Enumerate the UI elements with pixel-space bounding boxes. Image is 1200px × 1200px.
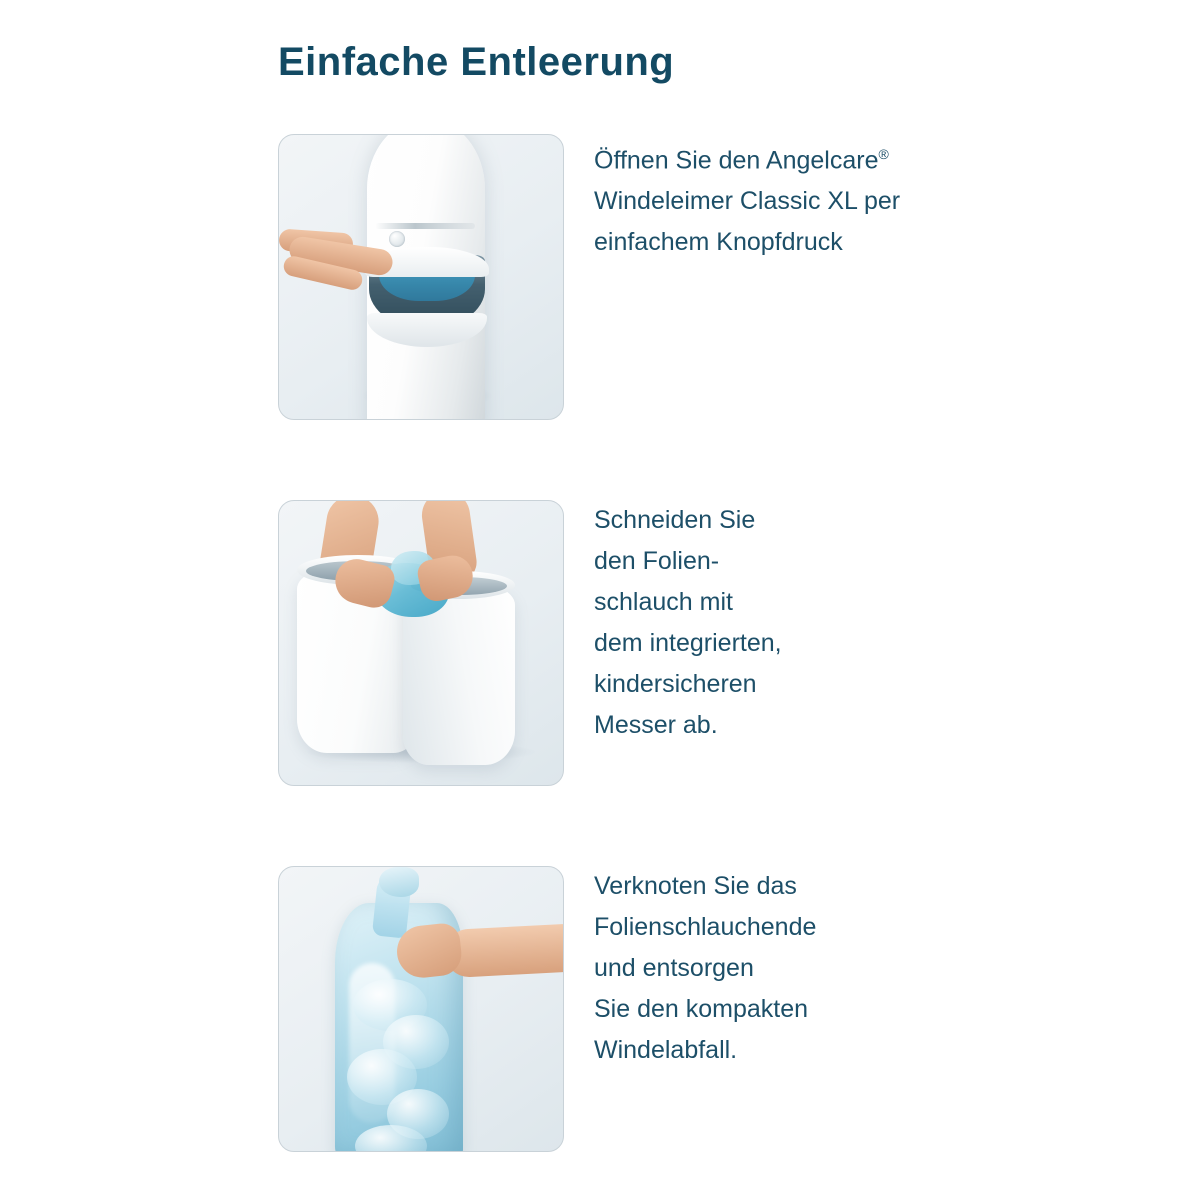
caption-line: den Folien- — [594, 547, 720, 575]
caption-line: kindersicheren — [594, 670, 757, 698]
caption-line: schlauch mit — [594, 588, 733, 616]
caption-line: dem integrierten, — [594, 629, 782, 657]
illustration-knot-bag — [278, 866, 564, 1152]
registered-trademark-icon: ® — [878, 146, 889, 162]
caption-line: Verknoten Sie das — [594, 872, 797, 900]
illustration-open-pail — [278, 134, 564, 420]
step-cut-film — [278, 500, 782, 786]
bag-knot — [379, 867, 419, 897]
caption-line: Folienschlauchende — [594, 913, 817, 941]
caption-line: Messer ab. — [594, 711, 718, 739]
caption-line: Windelabfall. — [594, 1036, 738, 1064]
pail-lid-seam — [375, 223, 475, 229]
caption-line: Öffnen Sie den Angelcare® — [594, 146, 889, 175]
caption-line: einfachem Knopfdruck — [594, 228, 843, 257]
caption-line: Schneiden Sie — [594, 506, 756, 534]
illustration-cut-film — [278, 500, 564, 786]
step-caption — [594, 500, 782, 746]
step-caption — [594, 134, 900, 263]
forearm — [444, 924, 564, 978]
step-caption — [594, 866, 816, 1071]
page-title: Einfache Entleerung — [278, 40, 675, 84]
caption-line: Sie den kompakten — [594, 995, 809, 1023]
caption-line: Windeleimer Classic XL per — [594, 187, 901, 216]
caption-line: und entsorgen — [594, 954, 754, 982]
step-open-pail — [278, 134, 900, 420]
step-knot-bag — [278, 866, 816, 1152]
hand-pressing-button — [279, 231, 405, 291]
